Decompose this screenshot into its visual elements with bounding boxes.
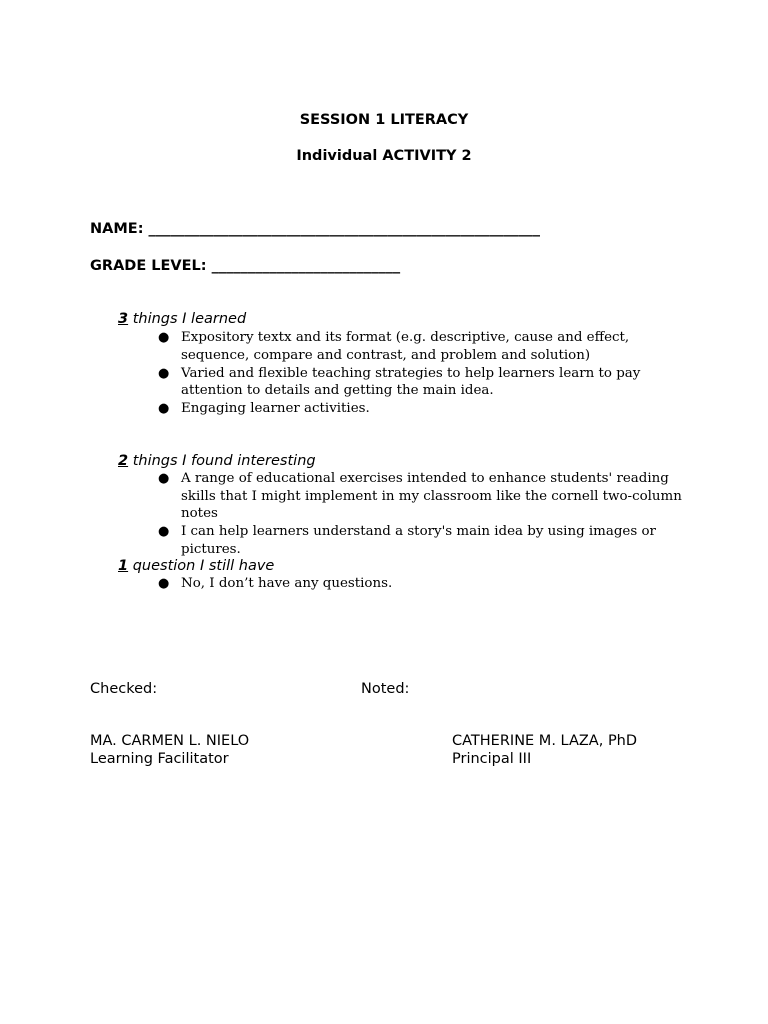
noted-label: Noted: [361, 681, 410, 697]
section-heading-text: question I still have [128, 558, 275, 574]
checker-title: Learning Facilitator [90, 751, 229, 767]
bullet-icon: ● [158, 524, 170, 539]
bullet-icon: ● [158, 471, 170, 486]
section-number: 1 [118, 558, 129, 574]
section-number: 2 [118, 453, 129, 469]
list-item [155, 523, 685, 558]
document-title: SESSION 1 LITERACY [299, 112, 469, 128]
checked-label: Checked: [90, 681, 158, 697]
noter-title: Principal III [452, 751, 532, 767]
grade-level-field: GRADE LEVEL: __________________________ [90, 258, 401, 274]
list-item-text: Engaging learner activities. [181, 401, 370, 416]
list-item-text: Expository textx and its format (e.g. descriptive, cause and effect, sequence, compare and contrast, and problem and solution) [181, 330, 630, 363]
bullet-icon: ● [158, 576, 170, 591]
list-item [155, 470, 685, 523]
list-item [155, 575, 685, 593]
section-heading-text: things I found interesting [128, 453, 316, 469]
section-heading-interesting [118, 452, 316, 470]
list-item-text: I can help learners understand a story's main idea by using images or pictures. [181, 524, 656, 557]
checker-name: MA. CARMEN L. NIELO [90, 733, 250, 749]
list-item [155, 329, 685, 364]
section-heading-learned [118, 310, 246, 328]
interesting-list [155, 470, 685, 559]
bullet-icon: ● [158, 401, 170, 416]
section-heading-question [118, 557, 274, 575]
list-item-text: Varied and flexible teaching strategies to help learners learn to pay attention to details and getting the main idea. [181, 365, 641, 398]
question-list [155, 575, 685, 593]
section-number: 3 [118, 311, 129, 327]
bullet-icon: ● [158, 330, 170, 345]
list-item-text: A range of educational exercises intended to enhance students' reading skills that I might implement in my classroom like the cornell two-column notes [181, 471, 682, 521]
section-heading-text: things I learned [128, 311, 247, 327]
document-subtitle: Individual ACTIVITY 2 [296, 148, 472, 164]
list-item-text: No, I don’t have any questions. [181, 576, 393, 591]
name-field: NAME: ______________________________________________________ [90, 221, 541, 237]
list-item [155, 400, 685, 418]
bullet-icon: ● [158, 365, 170, 381]
list-item [155, 365, 685, 400]
learned-list [155, 329, 685, 418]
noter-name: CATHERINE M. LAZA, PhD [452, 733, 638, 749]
